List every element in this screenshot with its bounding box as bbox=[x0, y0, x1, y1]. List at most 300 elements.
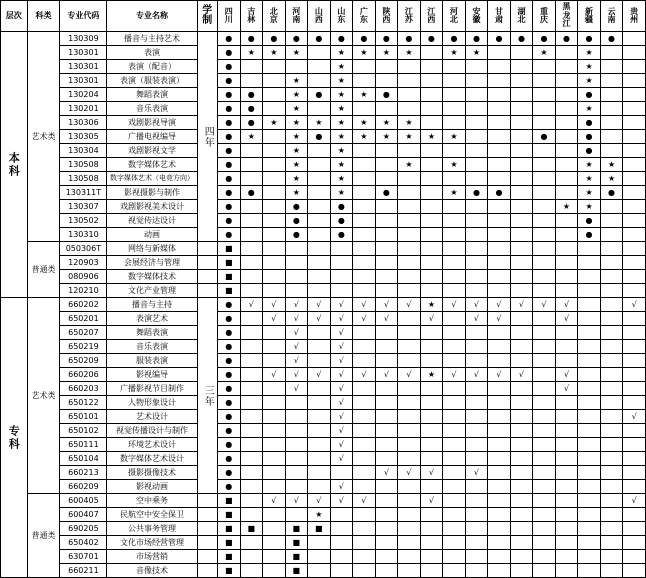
plan-mark-16: ★ bbox=[578, 158, 601, 172]
plan-mark-18 bbox=[623, 508, 646, 522]
plan-mark-12 bbox=[488, 452, 511, 466]
plan-mark-11 bbox=[465, 116, 488, 130]
plan-mark-10 bbox=[443, 74, 466, 88]
plan-mark-0: ● bbox=[218, 116, 241, 130]
major-code: 130508 bbox=[60, 158, 107, 172]
plan-mark-6 bbox=[353, 102, 376, 116]
header-province-6: 广 东 bbox=[353, 1, 376, 32]
table-row bbox=[1, 32, 646, 46]
plan-mark-8 bbox=[398, 382, 421, 396]
plan-mark-4 bbox=[308, 382, 331, 396]
major-code: 130309 bbox=[60, 32, 107, 46]
plan-mark-17 bbox=[600, 270, 623, 284]
plan-mark-0: ■ bbox=[218, 284, 241, 298]
plan-mark-11 bbox=[465, 270, 488, 284]
plan-mark-3: ★ bbox=[285, 74, 308, 88]
header-province-16: 新 疆 bbox=[578, 1, 601, 32]
plan-mark-5 bbox=[330, 522, 353, 536]
plan-mark-6: ★ bbox=[353, 46, 376, 60]
plan-mark-18 bbox=[623, 214, 646, 228]
plan-mark-10: ★ bbox=[443, 130, 466, 144]
plan-mark-17 bbox=[600, 438, 623, 452]
plan-mark-11 bbox=[465, 102, 488, 116]
plan-mark-7 bbox=[375, 60, 398, 74]
table-row bbox=[1, 452, 646, 466]
plan-mark-18 bbox=[623, 242, 646, 256]
plan-mark-17 bbox=[600, 564, 623, 578]
table-row bbox=[1, 46, 646, 60]
plan-mark-15 bbox=[555, 424, 578, 438]
plan-mark-15: √ bbox=[555, 368, 578, 382]
plan-mark-7 bbox=[375, 480, 398, 494]
plan-mark-11 bbox=[465, 60, 488, 74]
plan-mark-1 bbox=[240, 354, 263, 368]
plan-mark-7 bbox=[375, 144, 398, 158]
plan-mark-9 bbox=[420, 508, 443, 522]
plan-mark-18 bbox=[623, 116, 646, 130]
plan-mark-0: ● bbox=[218, 354, 241, 368]
plan-mark-3 bbox=[285, 242, 308, 256]
plan-mark-17 bbox=[600, 144, 623, 158]
plan-mark-15 bbox=[555, 130, 578, 144]
plan-mark-11 bbox=[465, 410, 488, 424]
table-body bbox=[1, 32, 646, 578]
plan-mark-18: √ bbox=[623, 410, 646, 424]
plan-mark-3: ■ bbox=[285, 536, 308, 550]
table-row bbox=[1, 74, 646, 88]
table-row bbox=[1, 214, 646, 228]
plan-mark-10: ★ bbox=[443, 46, 466, 60]
plan-mark-3: ● bbox=[285, 32, 308, 46]
plan-mark-10: √ bbox=[443, 298, 466, 312]
plan-mark-0: ● bbox=[218, 88, 241, 102]
plan-mark-8 bbox=[398, 438, 421, 452]
plan-mark-16: ★ bbox=[578, 102, 601, 116]
table-row bbox=[1, 564, 646, 578]
plan-mark-13 bbox=[510, 438, 533, 452]
table-row bbox=[1, 242, 646, 256]
plan-mark-8 bbox=[398, 186, 421, 200]
plan-mark-18 bbox=[623, 172, 646, 186]
major-code: 630701 bbox=[60, 550, 107, 564]
plan-mark-16 bbox=[578, 326, 601, 340]
table-row bbox=[1, 480, 646, 494]
plan-mark-7 bbox=[375, 396, 398, 410]
header-province-18: 贵 州 bbox=[623, 1, 646, 32]
plan-mark-4 bbox=[308, 480, 331, 494]
plan-mark-15 bbox=[555, 256, 578, 270]
major-name: 摄影摄像技术 bbox=[107, 466, 197, 480]
plan-mark-12 bbox=[488, 494, 511, 508]
plan-mark-14 bbox=[533, 494, 556, 508]
plan-mark-15 bbox=[555, 480, 578, 494]
plan-mark-4 bbox=[308, 60, 331, 74]
plan-mark-8: √ bbox=[398, 298, 421, 312]
plan-mark-18 bbox=[623, 144, 646, 158]
plan-mark-0: ● bbox=[218, 32, 241, 46]
plan-mark-9 bbox=[420, 536, 443, 550]
plan-mark-0: ● bbox=[218, 312, 241, 326]
plan-mark-8 bbox=[398, 284, 421, 298]
plan-mark-3: √ bbox=[285, 312, 308, 326]
plan-mark-8 bbox=[398, 452, 421, 466]
plan-mark-2 bbox=[263, 214, 286, 228]
plan-mark-13: √ bbox=[510, 298, 533, 312]
plan-mark-0: ● bbox=[218, 340, 241, 354]
major-name: 环境艺术设计 bbox=[107, 438, 197, 452]
plan-mark-5 bbox=[330, 564, 353, 578]
plan-mark-10 bbox=[443, 466, 466, 480]
plan-mark-17 bbox=[600, 452, 623, 466]
plan-mark-4 bbox=[308, 200, 331, 214]
major-code: 130301 bbox=[60, 74, 107, 88]
plan-mark-3: ■ bbox=[285, 522, 308, 536]
plan-mark-3: √ bbox=[285, 368, 308, 382]
plan-mark-17: ● bbox=[600, 186, 623, 200]
plan-mark-13 bbox=[510, 424, 533, 438]
plan-mark-7 bbox=[375, 172, 398, 186]
plan-mark-15 bbox=[555, 60, 578, 74]
plan-mark-13 bbox=[510, 494, 533, 508]
level-label: 专科 bbox=[7, 424, 21, 451]
plan-mark-1 bbox=[240, 382, 263, 396]
major-name: 戏剧影视导演 bbox=[107, 116, 197, 130]
major-name: 数字媒体艺术（电竞方向） bbox=[107, 172, 197, 186]
plan-mark-16: ★ bbox=[578, 186, 601, 200]
plan-mark-18 bbox=[623, 368, 646, 382]
plan-mark-15 bbox=[555, 172, 578, 186]
plan-mark-4 bbox=[308, 424, 331, 438]
plan-mark-1: ● bbox=[240, 186, 263, 200]
plan-mark-5: √ bbox=[330, 354, 353, 368]
plan-mark-8: ★ bbox=[398, 116, 421, 130]
category-cell bbox=[27, 32, 60, 242]
plan-mark-9 bbox=[420, 158, 443, 172]
plan-mark-3 bbox=[285, 466, 308, 480]
major-code: 660211 bbox=[60, 564, 107, 578]
plan-mark-12 bbox=[488, 354, 511, 368]
plan-mark-7 bbox=[375, 536, 398, 550]
plan-mark-12 bbox=[488, 564, 511, 578]
plan-mark-10 bbox=[443, 396, 466, 410]
plan-mark-0: ● bbox=[218, 172, 241, 186]
plan-mark-7 bbox=[375, 354, 398, 368]
plan-mark-9 bbox=[420, 214, 443, 228]
plan-mark-8 bbox=[398, 480, 421, 494]
plan-mark-18 bbox=[623, 200, 646, 214]
plan-mark-18 bbox=[623, 32, 646, 46]
plan-mark-1 bbox=[240, 550, 263, 564]
plan-mark-11: ● bbox=[465, 186, 488, 200]
table-row bbox=[1, 186, 646, 200]
plan-mark-6 bbox=[353, 522, 376, 536]
plan-mark-3: ★ bbox=[285, 102, 308, 116]
header-province-5: 山 东 bbox=[330, 1, 353, 32]
plan-mark-6: ★ bbox=[353, 116, 376, 130]
table-row bbox=[1, 270, 646, 284]
plan-mark-16: ● bbox=[578, 228, 601, 242]
header-province-2: 北 京 bbox=[263, 1, 286, 32]
plan-mark-7: √ bbox=[375, 298, 398, 312]
plan-mark-12 bbox=[488, 396, 511, 410]
plan-mark-12 bbox=[488, 214, 511, 228]
major-name: 表演 bbox=[107, 46, 197, 60]
years-cell-empty bbox=[197, 508, 217, 522]
plan-mark-11: √ bbox=[465, 312, 488, 326]
header-province-10: 河 北 bbox=[443, 1, 466, 32]
plan-mark-2 bbox=[263, 326, 286, 340]
plan-mark-15 bbox=[555, 74, 578, 88]
plan-mark-10: ● bbox=[443, 32, 466, 46]
plan-mark-6 bbox=[353, 256, 376, 270]
plan-mark-12 bbox=[488, 144, 511, 158]
plan-mark-1: ★ bbox=[240, 46, 263, 60]
major-code: 650219 bbox=[60, 340, 107, 354]
plan-mark-10 bbox=[443, 326, 466, 340]
plan-mark-16 bbox=[578, 270, 601, 284]
plan-mark-10 bbox=[443, 102, 466, 116]
plan-mark-6: √ bbox=[353, 298, 376, 312]
plan-mark-14 bbox=[533, 74, 556, 88]
major-name: 网络与新媒体 bbox=[107, 242, 197, 256]
plan-mark-3: ★ bbox=[285, 158, 308, 172]
major-name: 空中乘务 bbox=[107, 494, 197, 508]
plan-mark-2 bbox=[263, 186, 286, 200]
plan-mark-6 bbox=[353, 228, 376, 242]
plan-mark-14 bbox=[533, 116, 556, 130]
plan-mark-3 bbox=[285, 508, 308, 522]
plan-mark-12 bbox=[488, 326, 511, 340]
major-code: 650201 bbox=[60, 312, 107, 326]
plan-mark-14 bbox=[533, 284, 556, 298]
plan-mark-13 bbox=[510, 284, 533, 298]
plan-mark-10 bbox=[443, 424, 466, 438]
major-code: 050306T bbox=[60, 242, 107, 256]
plan-mark-5: √ bbox=[330, 326, 353, 340]
plan-mark-4 bbox=[308, 410, 331, 424]
plan-mark-5 bbox=[330, 466, 353, 480]
plan-mark-17: ★ bbox=[600, 158, 623, 172]
plan-mark-0: ● bbox=[218, 480, 241, 494]
plan-mark-1 bbox=[240, 256, 263, 270]
plan-mark-7: ● bbox=[375, 32, 398, 46]
plan-mark-3: ★ bbox=[285, 46, 308, 60]
table-row bbox=[1, 130, 646, 144]
plan-mark-15: √ bbox=[555, 382, 578, 396]
plan-mark-17 bbox=[600, 494, 623, 508]
plan-mark-13: ● bbox=[510, 32, 533, 46]
plan-mark-14 bbox=[533, 242, 556, 256]
plan-mark-14 bbox=[533, 158, 556, 172]
plan-mark-16 bbox=[578, 536, 601, 550]
table-row bbox=[1, 158, 646, 172]
plan-mark-3: ★ bbox=[285, 186, 308, 200]
plan-mark-17 bbox=[600, 354, 623, 368]
major-name: 表演艺术 bbox=[107, 312, 197, 326]
major-code: 130310 bbox=[60, 228, 107, 242]
plan-mark-2 bbox=[263, 466, 286, 480]
plan-mark-13 bbox=[510, 326, 533, 340]
plan-mark-2 bbox=[263, 172, 286, 186]
plan-mark-1 bbox=[240, 368, 263, 382]
plan-mark-15 bbox=[555, 354, 578, 368]
plan-mark-17 bbox=[600, 466, 623, 480]
major-name: 民航空中安全保卫 bbox=[107, 508, 197, 522]
plan-mark-17 bbox=[600, 382, 623, 396]
plan-mark-2 bbox=[263, 438, 286, 452]
plan-mark-10 bbox=[443, 214, 466, 228]
plan-mark-16 bbox=[578, 480, 601, 494]
plan-mark-13 bbox=[510, 116, 533, 130]
plan-mark-16 bbox=[578, 466, 601, 480]
plan-mark-0: ■ bbox=[218, 536, 241, 550]
plan-mark-16 bbox=[578, 340, 601, 354]
plan-mark-18 bbox=[623, 326, 646, 340]
major-code: 130301 bbox=[60, 46, 107, 60]
plan-mark-8 bbox=[398, 270, 421, 284]
plan-mark-5: √ bbox=[330, 494, 353, 508]
plan-mark-7 bbox=[375, 256, 398, 270]
plan-mark-17 bbox=[600, 214, 623, 228]
plan-mark-7 bbox=[375, 74, 398, 88]
plan-mark-15: √ bbox=[555, 298, 578, 312]
plan-mark-10 bbox=[443, 270, 466, 284]
plan-mark-2 bbox=[263, 200, 286, 214]
plan-mark-7 bbox=[375, 494, 398, 508]
plan-mark-16 bbox=[578, 298, 601, 312]
plan-mark-5 bbox=[330, 256, 353, 270]
major-name: 音像技术 bbox=[107, 564, 197, 578]
major-name: 表演（服装表演） bbox=[107, 74, 197, 88]
plan-mark-10 bbox=[443, 200, 466, 214]
plan-mark-6: ● bbox=[353, 32, 376, 46]
plan-mark-16 bbox=[578, 284, 601, 298]
plan-mark-2 bbox=[263, 410, 286, 424]
plan-mark-0: ■ bbox=[218, 550, 241, 564]
years-cell-empty bbox=[197, 256, 217, 270]
plan-mark-7: ★ bbox=[375, 116, 398, 130]
years-cell-empty bbox=[197, 494, 217, 508]
plan-mark-13 bbox=[510, 480, 533, 494]
plan-mark-8 bbox=[398, 326, 421, 340]
plan-mark-12 bbox=[488, 340, 511, 354]
plan-mark-11 bbox=[465, 382, 488, 396]
table-row bbox=[1, 508, 646, 522]
plan-mark-1 bbox=[240, 172, 263, 186]
plan-mark-12 bbox=[488, 172, 511, 186]
plan-mark-17 bbox=[600, 522, 623, 536]
major-code: 650104 bbox=[60, 452, 107, 466]
years-cell-empty bbox=[197, 270, 217, 284]
major-code: 660213 bbox=[60, 466, 107, 480]
plan-mark-12 bbox=[488, 200, 511, 214]
plan-mark-18 bbox=[623, 564, 646, 578]
plan-mark-13 bbox=[510, 382, 533, 396]
major-name: 数字媒体技术 bbox=[107, 270, 197, 284]
plan-mark-4: √ bbox=[308, 368, 331, 382]
header-major-code: 专业代码 bbox=[60, 1, 107, 32]
plan-mark-18 bbox=[623, 396, 646, 410]
major-name: 文化产业管理 bbox=[107, 284, 197, 298]
plan-mark-9: √ bbox=[420, 466, 443, 480]
table-row bbox=[1, 536, 646, 550]
plan-mark-18 bbox=[623, 102, 646, 116]
plan-mark-7 bbox=[375, 508, 398, 522]
major-name: 视觉传播设计与制作 bbox=[107, 424, 197, 438]
plan-mark-9 bbox=[420, 200, 443, 214]
plan-mark-15 bbox=[555, 410, 578, 424]
plan-mark-0: ● bbox=[218, 186, 241, 200]
plan-mark-11 bbox=[465, 564, 488, 578]
plan-mark-11 bbox=[465, 494, 488, 508]
plan-mark-10 bbox=[443, 172, 466, 186]
plan-mark-3: √ bbox=[285, 340, 308, 354]
plan-mark-14 bbox=[533, 200, 556, 214]
plan-mark-6 bbox=[353, 60, 376, 74]
plan-mark-1: √ bbox=[240, 298, 263, 312]
header-major-name: 专业名称 bbox=[107, 1, 197, 32]
plan-mark-8 bbox=[398, 60, 421, 74]
plan-mark-16: ● bbox=[578, 144, 601, 158]
plan-mark-1 bbox=[240, 228, 263, 242]
major-name: 戏剧影视文学 bbox=[107, 144, 197, 158]
plan-mark-6 bbox=[353, 536, 376, 550]
plan-mark-0: ■ bbox=[218, 270, 241, 284]
plan-mark-16 bbox=[578, 242, 601, 256]
plan-mark-12 bbox=[488, 522, 511, 536]
plan-mark-13 bbox=[510, 158, 533, 172]
plan-mark-6 bbox=[353, 186, 376, 200]
plan-mark-17 bbox=[600, 60, 623, 74]
plan-mark-1 bbox=[240, 410, 263, 424]
plan-mark-1 bbox=[240, 74, 263, 88]
plan-mark-12: √ bbox=[488, 368, 511, 382]
plan-mark-6 bbox=[353, 452, 376, 466]
plan-mark-17 bbox=[600, 46, 623, 60]
plan-mark-1 bbox=[240, 214, 263, 228]
plan-mark-13 bbox=[510, 88, 533, 102]
table-row bbox=[1, 144, 646, 158]
plan-mark-14 bbox=[533, 60, 556, 74]
plan-mark-5: ● bbox=[330, 228, 353, 242]
plan-mark-3 bbox=[285, 60, 308, 74]
plan-mark-16 bbox=[578, 564, 601, 578]
major-name: 公共事务管理 bbox=[107, 522, 197, 536]
plan-mark-11 bbox=[465, 522, 488, 536]
table-row bbox=[1, 88, 646, 102]
plan-mark-3 bbox=[285, 256, 308, 270]
plan-mark-6 bbox=[353, 284, 376, 298]
plan-mark-8: √ bbox=[398, 368, 421, 382]
plan-mark-12 bbox=[488, 480, 511, 494]
major-code: 600407 bbox=[60, 508, 107, 522]
plan-mark-8 bbox=[398, 312, 421, 326]
major-name: 文化市场经营管理 bbox=[107, 536, 197, 550]
plan-mark-1 bbox=[240, 424, 263, 438]
plan-mark-5: ★ bbox=[330, 158, 353, 172]
plan-mark-4 bbox=[308, 536, 331, 550]
plan-mark-15 bbox=[555, 270, 578, 284]
plan-mark-16: ★ bbox=[578, 74, 601, 88]
plan-mark-0: ● bbox=[218, 368, 241, 382]
plan-mark-0: ● bbox=[218, 144, 241, 158]
plan-mark-7: √ bbox=[375, 466, 398, 480]
plan-mark-6: √ bbox=[353, 368, 376, 382]
plan-mark-18: √ bbox=[623, 494, 646, 508]
major-name: 戏剧影视美术设计 bbox=[107, 200, 197, 214]
plan-mark-0: ● bbox=[218, 74, 241, 88]
plan-mark-16 bbox=[578, 382, 601, 396]
